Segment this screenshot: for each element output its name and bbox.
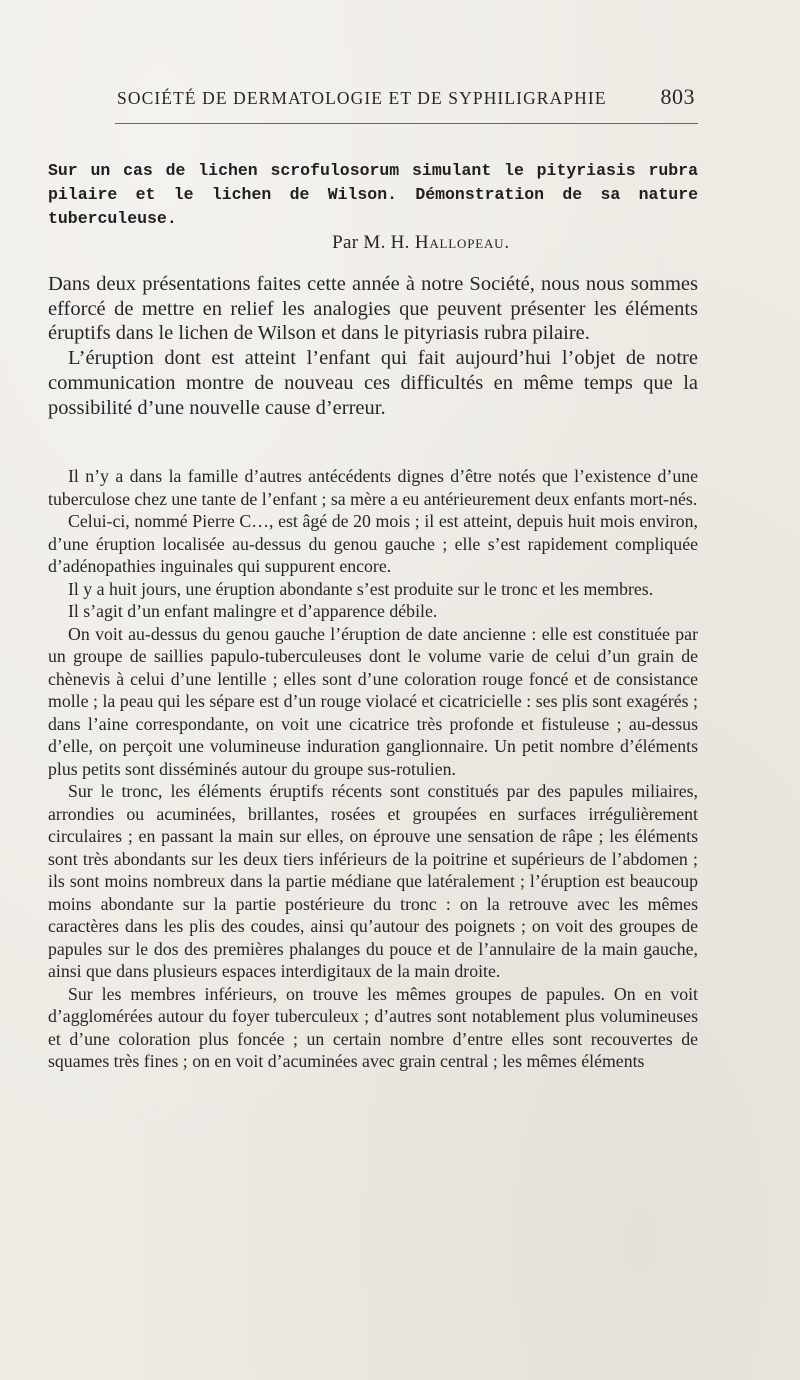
intro-section — [48, 272, 698, 420]
intro-paragraph: Dans deux présentations faites cette année à notre Société, nous nous sommes efforcé de mettre en relief les analogies que peuvent présenter les éléments éruptifs dans le lichen de Wilson et dans le pityriasis rubra pilaire. — [48, 273, 698, 345]
running-header — [117, 84, 695, 112]
body-paragraph: Sur les membres inférieurs, on trouve les mêmes groupes de papules. On en voit d’agglomérées autour du foyer tuberculeux ; d’autres sont notablement plus volumineuses et d’une coloration plus foncée ; un certain nombre d’entre elles sont recouvertes de squames très fines ; on en voit d’acuminées avec grain central ; les mêmes éléments — [48, 983, 698, 1071]
intro-paragraph: L’éruption dont est atteint l’enfant qui fait aujourd’hui l’objet de notre communication montre de nouveau ces difficultés en même temps que la possibilité d’une nouvelle cause d’erreur. — [48, 347, 698, 419]
body-paragraph: Il s’agit d’un enfant malingre et d’apparence débile. — [68, 601, 438, 621]
body-paragraph: On voit au-dessus du genou gauche l’éruption de date ancienne : elle est constituée par un groupe de saillies papulo-tuberculeuses dont le volume varie de celui d’un grain de chènevis à celui d’une lentille ; elles sont d’une coloration rouge foncé et de consistance molle ; la peau qui les sépare est d’un rouge violacé et cicatricielle : ses plis sont exagérés ; dans l’aine correspondante, on voit une cicatrice très profonde et fistuleuse ; au-dessus d’elle, on perçoit une volumineuse induration ganglionnaire. Un petit nombre d’éléments plus petits sont disséminés autour du groupe sus-rotulien. — [48, 623, 698, 779]
byline — [0, 232, 800, 254]
article-title: Sur un cas de lichen scrofulosorum simulant le pityriasis rubra pilaire et le lichen de Wilson. Démonstration de sa nature tuberculeuse. — [48, 161, 698, 228]
header-rule — [115, 123, 698, 124]
body-section — [48, 465, 698, 1073]
author-name: Hallopeau. — [414, 232, 510, 253]
body-paragraph: Celui-ci, nommé Pierre C…, est âgé de 20 mois ; il est atteint, depuis huit mois environ, d’une éruption localisée au-dessus du genou gauche ; elle s’est rapidement compliquée d’adénopathies inguinales qui suppurent encore. — [48, 511, 698, 576]
body-paragraph: Sur le tronc, les éléments éruptifs récents sont constitués par des papules miliaires, arrondies ou acuminées, brillantes, rosées et groupées en surfaces irrégulièrement circulaires ; en passant la main sur elles, on éprouve une sensation de râpe ; les éléments sont très abondants sur les deux tiers inférieurs de la poitrine et supérieurs de l’abdomen ; ils sont moins nombreux dans la partie médiane que latéralement ; l’éruption est beaucoup moins abondante sur la partie postérieure du tronc : on la retrouve avec les mêmes caractères dans les plis des coudes, ainsi qu’autour des poignets ; on voit des groupes de papules sur le dos des premières phalanges du pouce et de l’annulaire de la main gauche, ainsi que dans plusieurs espaces interdigitaux de la main droite. — [48, 781, 698, 981]
running-title: SOCIÉTÉ DE DERMATOLOGIE ET DE SYPHILIGRAPHIE — [117, 88, 607, 108]
byline-prefix: Par M. H. — [332, 232, 410, 253]
body-paragraph: Il y a huit jours, une éruption abondante s’est produite sur le tronc et les membres. — [68, 578, 654, 599]
page-number: 803 — [660, 84, 695, 109]
body-paragraph: Il n’y a dans la famille d’autres antécédents dignes d’être notés que l’existence d’une tuberculose chez une tante de l’enfant ; sa mère a eu antérieurement deux enfants mort-nés. — [48, 466, 698, 509]
